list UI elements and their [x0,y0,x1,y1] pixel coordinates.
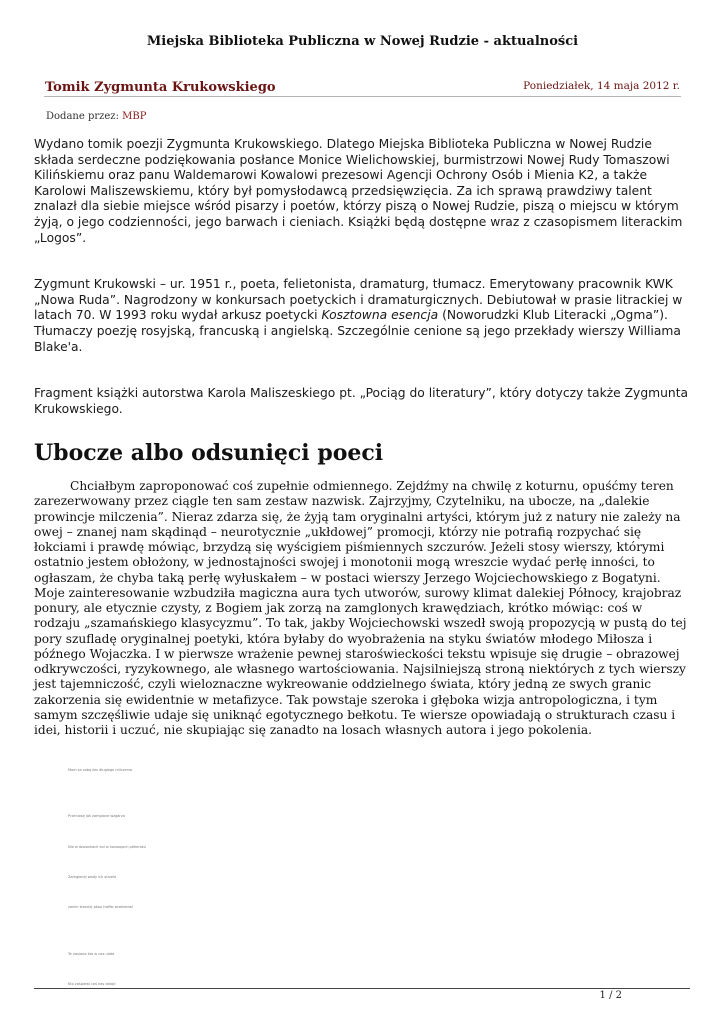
added-by-author[interactable]: MBP [122,111,147,122]
article-date: Poniedziałek, 14 maja 2012 r. [523,80,680,92]
footer-divider [34,988,690,989]
essay-heading: Ubocze albo odsunięci poeci [34,440,384,466]
article-title[interactable]: Tomik Zygmunta Krukowskiego [45,80,276,95]
paragraph-2-text-a: Zygmunt Krukowski – ur. 1951 r., poeta, felietonista, dramaturg, tłumacz. Emerytowany pracownik KWK „Nowa Ruda”. Nagrodzony w konkursach poetyckich i dramaturgicznych. Debiutował w prasie litrackiej w latach 70. W 1993 roku wydał arkusz poetycki [34,277,683,323]
article-paragraph-3: Fragment książki autorstwa Karola Maliszeskiego pt. „Pociąg do literatury”, który dotyczy także Zygmunta Krukowskiego. [34,386,689,416]
poem-line: Przeniosę jak zamglone wzgórza [68,814,125,818]
poem-line: Mam za sobą dar długiego milczenia [68,768,133,772]
added-by [46,111,146,122]
essay-body: Chciałbym zaproponować coś zupełnie odmiennego. Zejdźmy na chwilę z koturnu, opuśćmy teren zarezerwowany przez ciągle ten sam zestaw nazwisk. Zajrzyjmy, Czytelniku, na ubocze, na „dalekie prowincje milczenia”. Nieraz zdarza się, że żyją tam oryginalni artyści, którym już z natury nie zależy na owej – znanej nam skądinąd – neurotycznie „ukłdowej” promocji, którzy nie potrafią rozpychać się łokciami i prawdę mówiąc, brzydzą się wyścigiem piśmiennych szczurów. Jeżeli stosy wierszy, którymi ostatnio jestem obłożony, w jednostajności swojej i monotonii mogą wreszcie wydać perłę inności, to ogłaszam, że chyba taką perłę wyłuskałem – w postaci wierszy Jerzego Wojciechowskiego z Bogatyni. Moje zainteresowanie wzbudziła magiczna aura tych utworów, surowy klimat dalekiej Północy, krajobraz ponury, ale etycznie czysty, z Bogiem jak zorzą na zamglonych krawędziach, krótko mówiąc: coś w rodzaju „szamańskiego klasycyzmu”. To tak, jakby Wojciechowski wszedł swoją propozycją w pustą do tej pory szufladę oryginalnej poetyki, która byłaby do wyobrażenia na styku światów młodego Miłosza i późnego Wojaczka. I w pierwsze wrażenie pewnej staroświeckości tekstu wpisuje się drugie – obrazowej odkrywczości, ryzykownego, ale własnego wartościowania. Najsilniejszą stroną niektórych z tych wierszy jest tajemniczość, czyli wieloznaczne wykreowanie oddzielnego świata, który jedną ze swych granic zakorzenia się ewidentnie w metafizyce. Tak powstaje szeroka i głęboka wizja antropologiczna, i tym samym szczęśliwie udaje się uniknąć egotycznego bełkotu. Te wiersze opowiadają o strukturach czasu i idei, historii i uczuć, nie skupiając się zanadto na losach własnych autora i jego pokolenia. [34,479,687,737]
book-title-italic: Kosztowna esencja [321,308,439,323]
site-title: Miejska Biblioteka Publiczna w Nowej Rudzie - aktualności [146,34,579,49]
poem-line: Nie w dzwonkach ani w konwojach półmroku [68,845,146,849]
article-content [34,137,690,417]
title-divider [44,96,681,97]
article-paragraph-2 [34,277,690,355]
paragraph-2-text-b: (Noworudzki Klub Literacki „Ogma”). Tłumaczy poezję rosyjską, francuską i angielską. Szczególnie cenione są jego przekłady wierszy Williama Blake'a. [34,308,681,354]
article-paragraph-1: Wydano tomik poezji Zygmunta Krukowskiego. Dlatego Miejska Biblioteka Publiczna w Nowej Rudzie składa serdeczne podziękowania posłance Monice Wielichowskiej, burmistrzowi Nowej Rudy Tomaszowi Kilińskiemu oraz panu Waldemarowi Kowalowi prezesowi Agencji Ochrony Osób i Mienia K2, a także Karolowi Maliszewskiemu, który był pomysłodawcą przedsięwzięcia. Za ich sprawą prawdziwy talent znalazł dla siebie miejsce wśród pisarzy i poetów, którzy piszą o Nowej Rudzie, piszą o miejscu w którym żyją, o jego codzienności, jego barwach i cieniach. Książki będą dostępne wraz z czasopismem literackim „Logos”. [34,137,683,245]
poem-line: Zamglonej wody ich strzela [68,875,117,879]
added-by-label: Dodane przez: [46,111,119,122]
page-number: 1 / 2 [599,990,622,1001]
poem-line: Kto zaśpiewi coś nas dotąd [68,982,116,986]
poem-line: zanim trzeciej ptasi trafiło przebierać [68,905,134,909]
poem-line: Te nasiona kto w nas ulata [68,952,115,956]
